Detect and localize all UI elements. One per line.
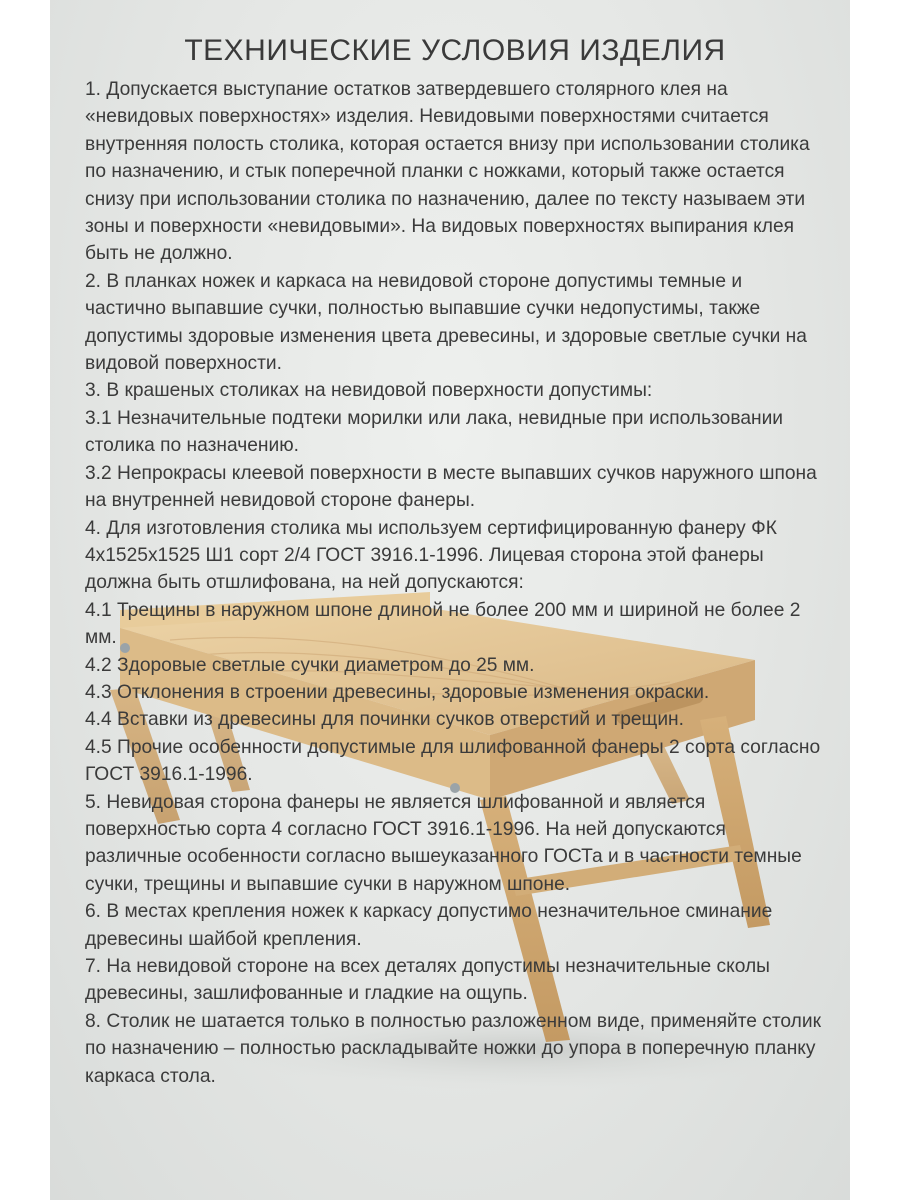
item-text: Трещины в наружном шпоне длиной не более 200 мм и шириной не более 2 мм. <box>85 599 801 649</box>
item-text: В местах крепления ножек к каркасу допустимо незначительное сминание древесины шайбой крепления. <box>85 901 773 950</box>
conditions-list <box>85 76 825 1090</box>
condition-item <box>85 789 825 899</box>
item-number: 2. <box>85 270 102 292</box>
item-text: Отклонения в строении древесины, здоровые изменения окраски. <box>117 681 710 703</box>
page-background <box>50 0 850 1200</box>
item-number: 4.3 <box>85 681 112 703</box>
condition-item <box>85 734 825 789</box>
condition-item <box>85 898 825 953</box>
item-number: 5. <box>85 791 102 813</box>
page-title: ТЕХНИЧЕСКИЕ УСЛОВИЯ ИЗДЕЛИЯ <box>184 34 726 67</box>
condition-item <box>85 652 825 679</box>
item-number: 6. <box>85 901 102 923</box>
technical-conditions-text <box>85 34 825 1090</box>
item-text: Столик не шатается только в полностью разложенном виде, применяйте столик по назначению – полностью раскладывайте ножки до упора в поперечную планку каркаса стола. <box>85 1010 821 1087</box>
item-text: На невидовой стороне на всех деталях допустимы незначительные сколы древесины, зашлифованные и гладкие на ощупь. <box>85 956 770 1005</box>
item-number: 4.2 <box>85 654 112 676</box>
item-number: 1. <box>85 79 102 100</box>
item-number: 8. <box>85 1010 102 1032</box>
item-number: 4.5 <box>85 736 112 758</box>
item-text: Для изготовления столика мы используем сертифицированную фанеру ФК 4х1525х1525 Ш1 сорт 2/4 ГОСТ 3916.1-1996. Лицевая сторона этой фанеры должна быть отшлифована, на ней допускаются: <box>85 517 777 594</box>
condition-item <box>85 953 825 1008</box>
item-text: В планках ножек и каркаса на невидовой стороне допустимы темные и частично выпавшие сучки, полностью выпавшие сучки недопустимы, также допустимы здоровые изменения цвета древесины, и здоровые светлые сучки на видовой поверхности. <box>85 270 807 375</box>
condition-item <box>85 377 825 404</box>
item-text: Допускается выступание остатков затвердевшего столярного клея на «невидовых поверхностях» изделия. Невидовыми поверхностями считается внутренняя полость столика, которая остается внизу при использовании столика по назначению, и стык поперечной планки с ножками, который также остается снизу при использовании столика по назначению, далее по тексту называем эти зоны и поверхности «невидовыми». На видовых поверхностях выпирания клея быть не должно. <box>85 79 810 265</box>
item-number: 3.1 <box>85 407 112 429</box>
item-text: Прочие особенности допустимые для шлифованной фанеры 2 сорта согласно ГОСТ 3916.1-1996. <box>85 736 821 786</box>
condition-item <box>85 679 825 706</box>
condition-item <box>85 706 825 733</box>
condition-item <box>85 405 825 460</box>
item-number: 3. <box>85 380 102 402</box>
condition-item <box>85 268 825 378</box>
item-text: Непрокрасы клеевой поверхности в месте выпавших сучков наружного шпона на внутренней невидовой стороне фанеры. <box>85 462 817 512</box>
condition-item <box>85 597 825 652</box>
item-number: 3.2 <box>85 462 112 484</box>
condition-item <box>85 76 825 268</box>
item-number: 4.4 <box>85 709 112 731</box>
condition-item <box>85 460 825 515</box>
item-text: Вставки из древесины для починки сучков отверстий и трещин. <box>117 709 684 731</box>
condition-item <box>85 1008 825 1090</box>
item-number: 4. <box>85 517 102 539</box>
item-number: 7. <box>85 956 102 977</box>
item-number: 4.1 <box>85 599 112 621</box>
item-text: Невидовая сторона фанеры не является шлифованной и является поверхностью сорта 4 согласно ГОСТ 3916.1-1996. На ней допускаются различные особенности согласно вышеуказанного ГОСТа и в частности темные сучки, трещины и выпавшие сучки в наружном шпоне. <box>85 791 802 895</box>
item-text: Здоровые светлые сучки диаметром до 25 мм. <box>117 654 535 676</box>
item-text: Незначительные подтеки морилки или лака, невидные при использовании столика по назначению. <box>85 407 784 457</box>
item-text: В крашеных столиках на невидовой поверхности допустимы: <box>106 380 653 402</box>
condition-item <box>85 515 825 597</box>
